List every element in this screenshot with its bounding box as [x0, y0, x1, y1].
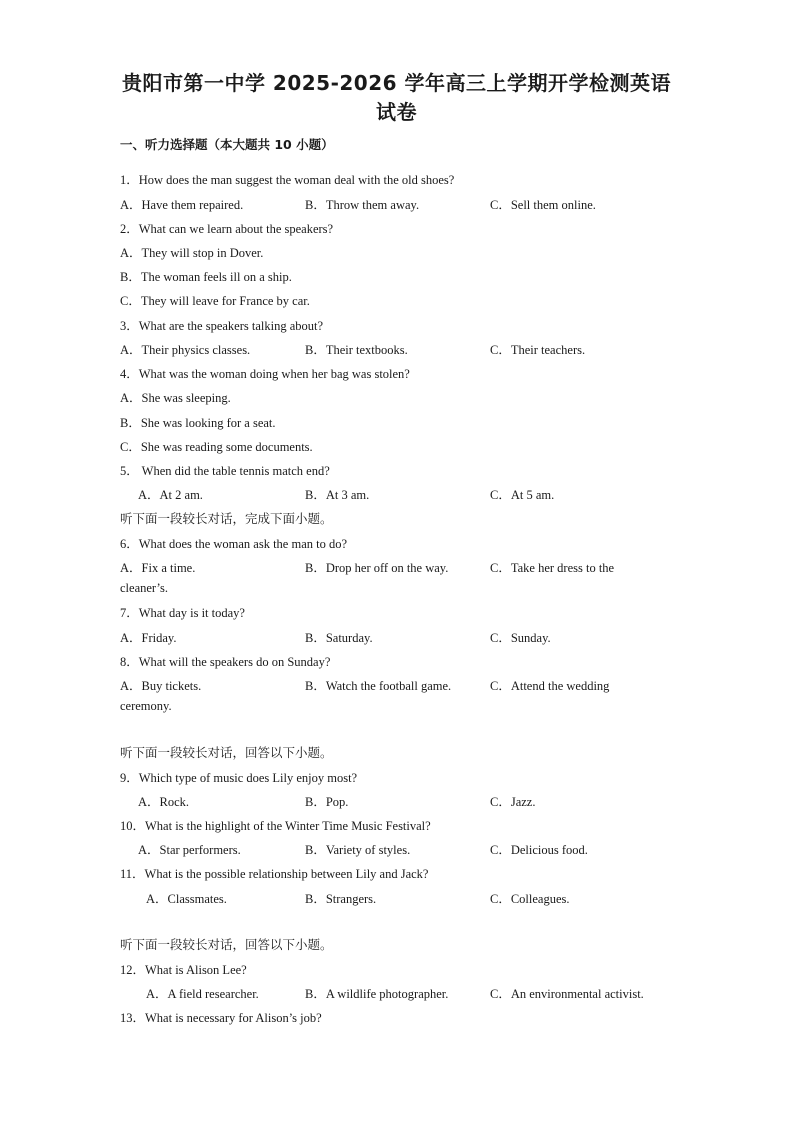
q5-option-c: C．At 5 am. [490, 488, 555, 502]
q7-option-c: C．Sunday. [490, 631, 551, 645]
question-4: 4．What was the woman doing when her bag was stolen? [120, 367, 410, 381]
q1-option-c: C．Sell them online. [490, 198, 596, 212]
q4-option-c: C．She was reading some documents. [120, 440, 313, 454]
question-9: 9．Which type of music does Lily enjoy most? [120, 771, 358, 785]
q11-option-a: A．Classmates. [146, 892, 227, 906]
q12-option-b: B．A wildlife photographer. [305, 987, 449, 1001]
exam-title-line2: 试卷 [376, 100, 417, 124]
q8-option-c-continued: ceremony. [120, 699, 172, 713]
q6-option-c-continued: cleaner’s. [120, 581, 169, 595]
q4-option-a: A．She was sleeping. [120, 391, 231, 405]
q12-option-a: A．A field researcher. [146, 987, 259, 1001]
q10-option-b: B．Variety of styles. [305, 843, 411, 857]
q10-option-a: A．Star performers. [138, 843, 241, 857]
section-heading: 一、听力选择题（本大题共 10 小题） [120, 137, 334, 152]
q3-option-a: A．Their physics classes. [120, 343, 251, 357]
q9-option-b: B．Pop. [305, 795, 349, 809]
question-13: 13．What is necessary for Alison’s job? [120, 1011, 322, 1025]
q9-option-c: C．Jazz. [490, 795, 536, 809]
q2-option-a: A．They will stop in Dover. [120, 246, 264, 260]
q6-option-b: B．Drop her off on the way. [305, 561, 449, 575]
question-8: 8．What will the speakers do on Sunday? [120, 655, 331, 669]
instruction-1: 听下面一段较长对话，完成下面小题。 [120, 511, 333, 526]
q6-option-a: A．Fix a time. [120, 561, 196, 575]
q11-option-b: B．Strangers. [305, 892, 377, 906]
question-2: 2．What can we learn about the speakers? [120, 222, 334, 236]
question-3: 3．What are the speakers talking about? [120, 319, 324, 333]
q1-option-b: B．Throw them away. [305, 198, 420, 212]
question-10: 10．What is the highlight of the Winter Time Music Festival? [120, 819, 431, 833]
q2-option-c: C．They will leave for France by car. [120, 294, 310, 308]
question-5: 5． When did the table tennis match end? [120, 464, 330, 478]
question-12: 12．What is Alison Lee? [120, 963, 247, 977]
q7-option-b: B．Saturday. [305, 631, 373, 645]
exam-title-line1: 贵阳市第一中学 2025-2026 学年高三上学期开学检测英语 [121, 71, 672, 95]
q4-option-b: B．She was looking for a seat. [120, 416, 276, 430]
q9-option-a: A．Rock. [138, 795, 190, 809]
q10-option-c: C．Delicious food. [490, 843, 588, 857]
q7-option-a: A．Friday. [120, 631, 177, 645]
instruction-2: 听下面一段较长对话，回答以下小题。 [120, 745, 333, 760]
q6-option-c: C．Take her dress to the [490, 561, 615, 575]
q5-option-a: A．At 2 am. [138, 488, 203, 502]
q3-option-c: C．Their teachers. [490, 343, 586, 357]
instruction-3: 听下面一段较长对话，回答以下小题。 [120, 937, 333, 952]
question-6: 6．What does the woman ask the man to do? [120, 537, 348, 551]
q8-option-a: A．Buy tickets. [120, 679, 202, 693]
q2-option-b: B．The woman feels ill on a ship. [120, 270, 292, 284]
q5-option-b: B．At 3 am. [305, 488, 370, 502]
q8-option-c: C．Attend the wedding [490, 679, 610, 693]
q12-option-c: C．An environmental activist. [490, 987, 644, 1001]
q8-option-b: B．Watch the football game. [305, 679, 452, 693]
question-7: 7．What day is it today? [120, 606, 245, 620]
question-11: 11．What is the possible relationship between Lily and Jack? [120, 867, 429, 881]
q1-option-a: A．Have them repaired. [120, 198, 244, 212]
question-1: 1．How does the man suggest the woman deal with the old shoes? [120, 173, 455, 187]
q3-option-b: B．Their textbooks. [305, 343, 408, 357]
q11-option-c: C．Colleagues. [490, 892, 570, 906]
